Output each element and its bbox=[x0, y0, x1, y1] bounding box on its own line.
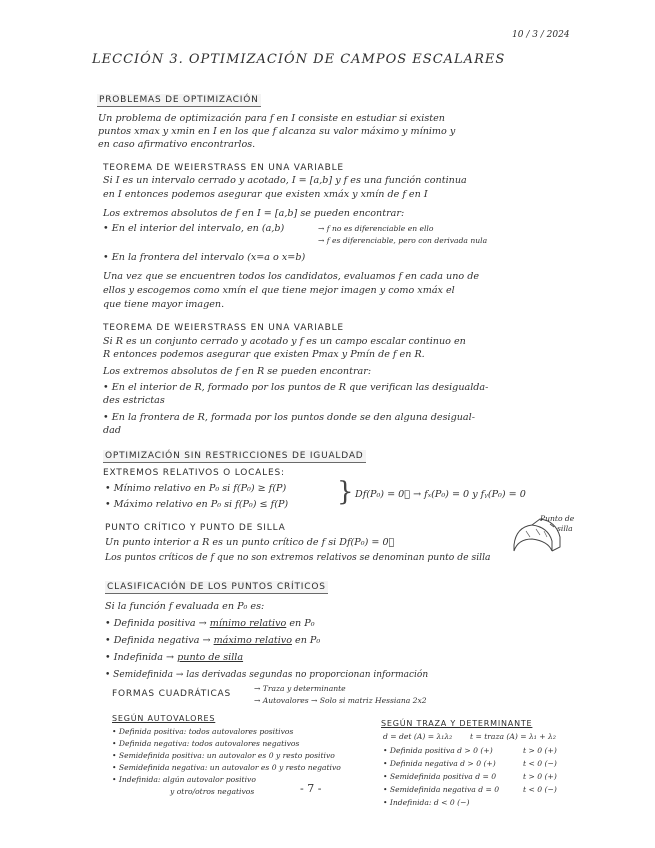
bullet-sub-item: → f no es diferenciable en ello bbox=[318, 224, 434, 233]
theorem-line: en I entonces podemos asegurar que existen xmáx y xmín de f en I bbox=[103, 189, 428, 200]
traza-row-right: t > 0 (+) bbox=[523, 772, 557, 781]
traza-row-left: • Definida negativa d > 0 (+) bbox=[383, 759, 496, 768]
theorem-line: Si R es un conjunto cerrado y acotado y f es un campo escalar continuo en bbox=[103, 336, 466, 347]
formas-branch: → Traza y determinante bbox=[254, 684, 346, 693]
autovalor-item: • Definida positiva: todos autovalores positivos bbox=[112, 727, 294, 736]
subheading-formas: FORMAS CUADRÁTICAS bbox=[112, 689, 232, 699]
paragraph-line: Si la función f evaluada en P₀ es: bbox=[105, 601, 265, 612]
traza-row-right: t < 0 (−) bbox=[523, 785, 557, 794]
traza-row-right: t < 0 (−) bbox=[523, 759, 557, 768]
traza-row-left: • Definida positiva d > 0 (+) bbox=[383, 746, 493, 755]
bullet-item: • En la frontera del intervalo (x=a o x=b) bbox=[103, 252, 306, 263]
classification-item: • Definida positiva → mínimo relativo en P₀ bbox=[105, 618, 315, 629]
paragraph-line: Los extremos absolutos de f en R se pueden encontrar: bbox=[103, 366, 372, 377]
traza-row-left: • Semidefinida negativa d = 0 bbox=[383, 785, 500, 794]
traza-row-right: t > 0 (+) bbox=[523, 746, 557, 755]
paragraph-line: puntos xmax y xmin en I en los que f alcanza su valor máximo y mínimo y bbox=[98, 126, 456, 137]
theorem-line: Si I es un intervalo cerrado y acotado, I = [a,b] y f es una función continua bbox=[103, 175, 467, 186]
bullet-sub-item: → f es diferenciable, pero con derivada nula bbox=[318, 236, 488, 245]
subheading-autovalores: SEGÚN AUTOVALORES bbox=[112, 714, 216, 723]
page-number: - 7 - bbox=[300, 782, 322, 795]
brace: } bbox=[337, 477, 354, 507]
theorem-line: R entonces podemos asegurar que existen Pmax y Pmín de f en R. bbox=[103, 349, 425, 360]
autovalor-item: • Definida negativa: todos autovalores negativos bbox=[112, 739, 300, 748]
paragraph-line: que tiene mayor imagen. bbox=[103, 299, 225, 310]
subheading-punto-critico: PUNTO CRÍTICO Y PUNTO DE SILLA bbox=[105, 523, 286, 533]
bullet-item-cont: dad bbox=[103, 425, 122, 436]
saddle-label: silla bbox=[557, 524, 573, 533]
paragraph-line: en caso afirmativo encontrarlos. bbox=[98, 139, 256, 150]
date: 10 / 3 / 2024 bbox=[512, 30, 570, 40]
section-heading-problemas: PROBLEMAS DE OPTIMIZACIÓN bbox=[99, 95, 259, 105]
section-heading-optimizacion: OPTIMIZACIÓN SIN RESTRICCIONES DE IGUALDAD bbox=[105, 451, 364, 461]
subheading-extremos: EXTREMOS RELATIVOS O LOCALES: bbox=[103, 468, 285, 478]
saddle-label: Punto de bbox=[540, 514, 575, 523]
classification-item: • Semidefinida → las derivadas segundas no proporcionan información bbox=[105, 670, 429, 680]
bullet-item: • En la frontera de R, formada por los puntos donde se den alguna desigual- bbox=[103, 412, 475, 423]
page-title: LECCIÓN 3. OPTIMIZACIÓN DE CAMPOS ESCALARES bbox=[92, 52, 506, 67]
traza-header: t = traza (A) = λ₁ + λ₂ bbox=[470, 732, 556, 741]
gradient-equation: Df(P₀) = 0⃗ → fₓ(P₀) = 0 y fᵧ(P₀) = 0 bbox=[355, 489, 526, 500]
paragraph-line: Los puntos críticos de f que no son extremos relativos se denominan punto de silla bbox=[105, 552, 491, 563]
autovalor-item: • Semidefinida positiva: un autovalor es 0 y resto positivo bbox=[112, 751, 335, 760]
bullet-item-cont: des estrictas bbox=[103, 395, 165, 406]
autovalor-item: • Semidefinida negativa: un autovalor es 0 y resto negativo bbox=[112, 763, 341, 772]
paragraph-line: ellos y escogemos como xmín el que tiene mejor imagen y como xmáx el bbox=[103, 285, 455, 296]
bullet-item: • Mínimo relativo en P₀ si f(P₀) ≥ f(P) bbox=[105, 483, 287, 494]
bullet-item: • Máximo relativo en P₀ si f(P₀) ≤ f(P) bbox=[105, 499, 289, 510]
traza-row-left: • Semidefinida positiva d = 0 bbox=[383, 772, 497, 781]
bullet-item: • En el interior del intervalo, en (a,b) bbox=[103, 223, 285, 234]
classification-item: • Definida negativa → máximo relativo en P₀ bbox=[105, 635, 321, 646]
formas-branch: → Autovalores → Solo si matriz Hessiana 2x2 bbox=[254, 696, 427, 705]
traza-row-left: • Indefinida: d < 0 (−) bbox=[383, 798, 470, 807]
subheading-traza: SEGÚN TRAZA Y DETERMINANTE bbox=[381, 719, 533, 728]
classification-item: • Indefinida → punto de silla bbox=[105, 652, 244, 663]
traza-header: d = det (A) = λ₁λ₂ bbox=[383, 732, 453, 741]
paragraph-line: Una vez que se encuentren todos los candidatos, evaluamos f en cada uno de bbox=[103, 271, 480, 282]
autovalor-item-cont: y otro/otros negativos bbox=[170, 787, 255, 796]
paragraph-line: Un punto interior a R es un punto crítico de f si Df(P₀) = 0⃗ bbox=[105, 537, 395, 548]
paragraph-line: Los extremos absolutos de f en I = [a,b] se pueden encontrar: bbox=[103, 208, 405, 219]
bullet-item: • En el interior de R, formado por los puntos de R que verifican las desigualda- bbox=[103, 382, 489, 393]
section-heading-clasificacion: CLASIFICACIÓN DE LOS PUNTOS CRÍTICOS bbox=[107, 582, 326, 592]
theorem-title: TEOREMA DE WEIERSTRASS EN UNA VARIABLE bbox=[103, 323, 344, 333]
theorem-title: TEOREMA DE WEIERSTRASS EN UNA VARIABLE bbox=[103, 163, 344, 173]
autovalor-item: • Indefinida: algún autovalor positivo bbox=[112, 775, 256, 784]
paragraph-line: Un problema de optimización para f en I consiste en estudiar si existen bbox=[98, 113, 445, 124]
